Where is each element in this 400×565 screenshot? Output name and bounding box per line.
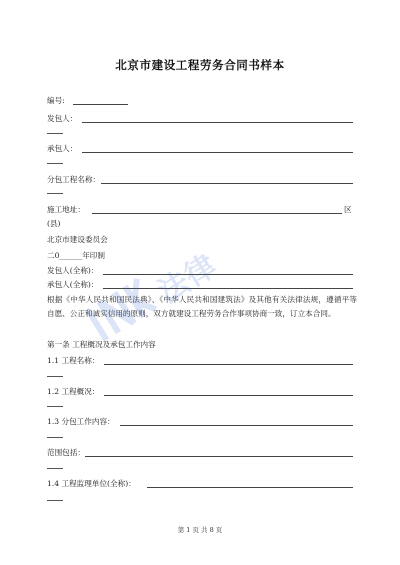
employer-full-label: 发包人(全称)： (47, 266, 99, 275)
site-address-label: 施工地址： (47, 205, 85, 214)
item-1-3-label: 1.3 分包工作内容： (47, 417, 115, 426)
contractor-field-continuation (47, 163, 63, 164)
watermark-text: 法律 (152, 247, 224, 311)
scope-label: 范围包括： (47, 448, 85, 457)
print-year: 二0______年印制 (47, 251, 105, 260)
work-content-continuation (47, 437, 63, 438)
employer-field-continuation (47, 133, 63, 134)
county-label: (县) (47, 219, 61, 228)
contractor-full-field[interactable] (103, 288, 353, 289)
item-1-1-label: 1.1 工程名称： (47, 356, 100, 365)
employer-field[interactable] (82, 122, 353, 123)
subcontract-name-field[interactable] (101, 183, 353, 184)
project-overview-continuation (47, 406, 63, 407)
contract-number-label: 编号: (47, 96, 65, 105)
contractor-full-label: 承包人(全称)： (47, 280, 99, 289)
employer-label: 发包人： (47, 114, 78, 123)
issuer: 北京市建设委员会 (47, 235, 108, 244)
scope-continuation (47, 468, 63, 469)
subcontract-name-label: 分包工程名称： (47, 175, 101, 184)
employer-full-field[interactable] (103, 274, 353, 275)
preamble-paragraph: 根据《中华人民共和国民法典》、《中华人民共和国建筑法》及其他有关法律法规，遵循平等自愿、公正和诚实信用的原则，双方就建设工程劳务合作事项协商一致，订立本合同。 (47, 295, 357, 318)
item-1-2-label: 1.2 工程概况： (47, 387, 100, 396)
project-name-continuation (47, 376, 63, 377)
supervisor-continuation (47, 500, 63, 501)
project-overview-field[interactable] (104, 395, 353, 396)
site-address-field[interactable] (92, 213, 342, 214)
page-footer: 第 1 页 共 8 页 (177, 526, 223, 534)
document-title: 北京市建设工程劳务合同书样本 (115, 58, 285, 72)
scope-field[interactable] (85, 456, 353, 457)
article-1-heading: 第一条 工程概况及承包工作内容 (47, 340, 156, 349)
contract-number-field[interactable] (73, 104, 128, 105)
subcontract-name-continuation (47, 193, 63, 194)
district-suffix: 区 (344, 205, 352, 214)
contractor-field[interactable] (82, 152, 353, 153)
contractor-label: 承包人： (47, 144, 78, 153)
supervisor-field[interactable] (147, 487, 353, 488)
project-name-field[interactable] (104, 364, 353, 365)
item-1-4-label: 1.4 工程监理单位(全称)： (47, 479, 136, 488)
work-content-field[interactable] (120, 425, 353, 426)
